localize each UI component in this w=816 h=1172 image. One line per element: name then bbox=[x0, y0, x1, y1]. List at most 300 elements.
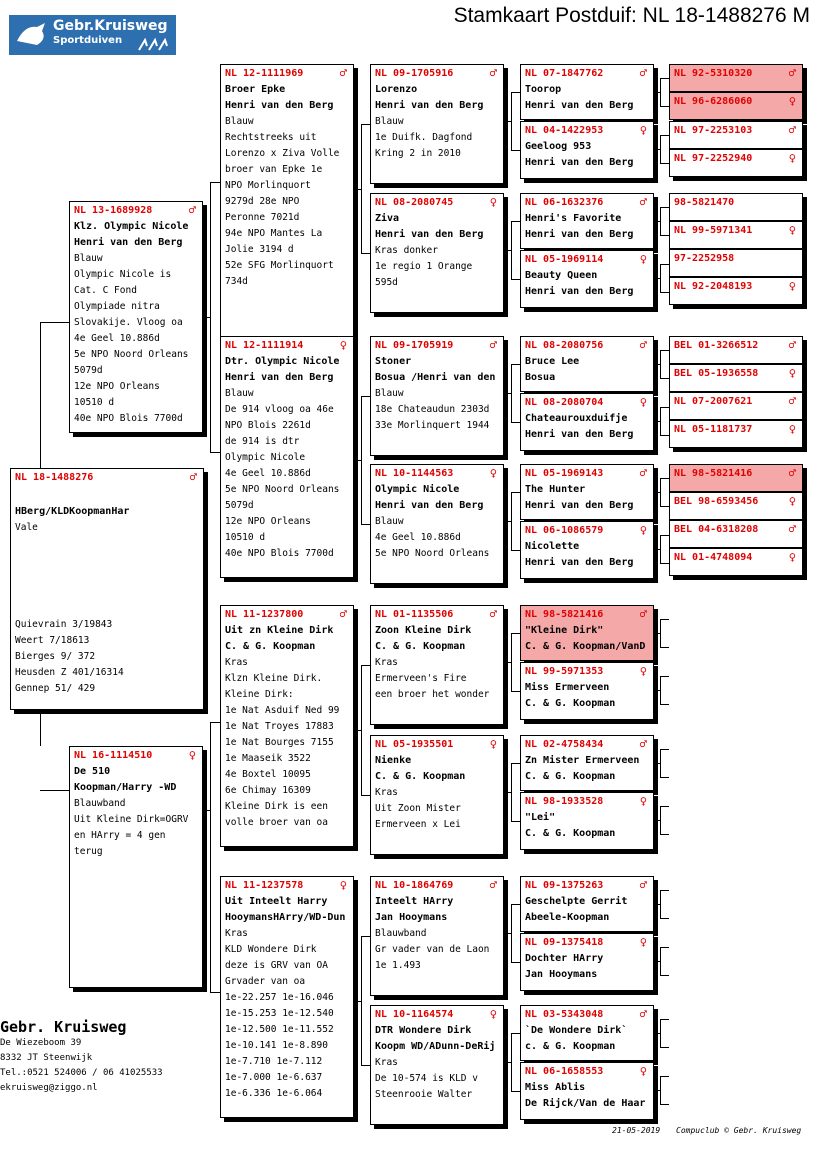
pigeon-card-gg32[interactable] bbox=[669, 548, 803, 576]
pigeon-info-line: Rechtstreeks uit bbox=[225, 132, 317, 143]
pigeon-name: Miss Ermerveen bbox=[525, 682, 610, 693]
pigeon-name: Lorenzo bbox=[375, 84, 418, 95]
pigeon-card-gg24[interactable] bbox=[669, 277, 803, 305]
pigeon-name: Zoon Kleine Dirk bbox=[375, 625, 472, 636]
ring-number: NL 98-5821416 bbox=[674, 468, 753, 479]
pigeon-name: Stoner bbox=[375, 356, 412, 367]
connector-line bbox=[511, 904, 512, 962]
pigeon-name: Broer Epke bbox=[225, 84, 286, 95]
ring-number: NL 06-1086579 bbox=[525, 525, 604, 536]
pigeon-card-gg20[interactable] bbox=[669, 149, 803, 177]
pigeon-info-line: Blauw bbox=[375, 388, 404, 399]
pigeon-info-line: en HArry = 4 gen bbox=[74, 830, 166, 841]
pigeon-card-gg31[interactable] bbox=[669, 520, 803, 548]
connector-line bbox=[660, 207, 669, 208]
pigeon-info-line: 1e-10.141 1e-8.890 bbox=[225, 1040, 328, 1051]
pigeon-card-gg25[interactable] bbox=[669, 336, 803, 364]
connector-line bbox=[654, 904, 660, 905]
pigeon-owner: Henri van den Berg bbox=[375, 500, 484, 511]
connector-line bbox=[511, 962, 520, 963]
owner-name: Gebr. Kruisweg bbox=[0, 1018, 127, 1036]
pigeon-owner: Koopm WD/ADunn-DeRij bbox=[375, 1041, 496, 1052]
connector-line bbox=[511, 1091, 520, 1092]
ring-number: NL 01-4748094 bbox=[674, 552, 753, 563]
pigeon-owner: Henri van den Berg bbox=[225, 100, 334, 111]
pigeon-info-line: Blauw bbox=[375, 116, 404, 127]
ring-number: NL 08-2080756 bbox=[525, 340, 604, 351]
connector-line bbox=[660, 292, 669, 293]
connector-line bbox=[40, 322, 69, 323]
pigeon-name: Nienke bbox=[375, 755, 412, 766]
pigeon-card-mmf[interactable] bbox=[370, 876, 504, 996]
pigeon-info-line: Lorenzo x Ziva Volle bbox=[225, 148, 340, 159]
connector-line bbox=[354, 460, 361, 461]
pigeon-info-line: Kras bbox=[225, 657, 248, 668]
pigeon-owner: Henri van den Berg bbox=[375, 229, 484, 240]
pigeon-info-line: Blauwband bbox=[375, 928, 427, 939]
pigeon-info-line: 1e Nat Asduif Ned 99 bbox=[225, 705, 340, 716]
connector-line bbox=[654, 92, 660, 93]
pigeon-info-line: 734d bbox=[225, 276, 248, 287]
pigeon-name: "Kleine Dirk" bbox=[525, 625, 604, 636]
pigeon-card-gg21[interactable] bbox=[669, 193, 803, 221]
connector-line bbox=[654, 221, 660, 222]
pigeon-icon bbox=[11, 15, 51, 55]
connector-line bbox=[654, 364, 660, 365]
pigeon-info-line: terug bbox=[74, 846, 103, 857]
ring-number: NL 18-1488276 bbox=[15, 472, 94, 483]
male-icon: ♂ bbox=[339, 607, 347, 621]
male-icon: ♂ bbox=[639, 607, 647, 621]
connector-line bbox=[660, 1076, 669, 1077]
pigeon-info-line: 10510 d bbox=[225, 532, 266, 543]
connector-line bbox=[511, 492, 520, 493]
connector-line bbox=[660, 407, 661, 435]
pigeon-info-line: 4e Geel 10.886d bbox=[375, 532, 461, 543]
connector-line bbox=[660, 78, 661, 106]
pigeon-owner: Henri van den Berg bbox=[225, 372, 334, 383]
connector-line bbox=[654, 549, 660, 550]
pigeon-card-g12[interactable] bbox=[520, 792, 654, 850]
pigeon-owner: HooymansHArry/WD-Dun bbox=[225, 912, 346, 923]
connector-line bbox=[511, 633, 512, 691]
connector-line bbox=[660, 704, 669, 705]
ring-number: NL 92-5310320 bbox=[674, 68, 753, 79]
pigeon-name: "Lei" bbox=[525, 812, 556, 823]
pigeon-name: Uit Inteelt Harry bbox=[225, 896, 328, 907]
connector-line bbox=[511, 763, 520, 764]
pigeon-info-line: 33e Morlinquert 1944 bbox=[375, 420, 490, 431]
connector-line bbox=[40, 710, 41, 746]
pigeon-card-gg18[interactable] bbox=[669, 92, 803, 120]
ring-number: NL 99-5971341 bbox=[674, 225, 753, 236]
pigeon-info-line: 1e-22.257 1e-16.046 bbox=[225, 992, 334, 1003]
connector-line bbox=[660, 1047, 669, 1048]
pigeon-info-line: 1e-7.000 1e-6.637 bbox=[225, 1072, 323, 1083]
pigeon-info-line: Olympic Nicole is bbox=[74, 269, 172, 280]
female-icon: ♀ bbox=[788, 422, 796, 436]
pigeon-info-line: broer van Epke 1e bbox=[225, 164, 323, 175]
connector-line bbox=[660, 407, 669, 408]
pigeon-owner: Jan Hooymans bbox=[525, 969, 598, 980]
pigeon-card-g7[interactable] bbox=[520, 464, 654, 520]
pigeon-card-gg30[interactable] bbox=[669, 492, 803, 520]
pigeon-info-line: 4e Geel 10.886d bbox=[74, 333, 160, 344]
connector-line bbox=[660, 619, 661, 647]
connector-line bbox=[511, 364, 512, 422]
pigeon-info-line: Gr vader van de Laon bbox=[375, 944, 490, 955]
connector-line bbox=[361, 795, 370, 796]
pigeon-card-subject[interactable] bbox=[10, 468, 204, 710]
pigeon-info-line: de 914 is dtr bbox=[225, 436, 300, 447]
pigeon-card-mfm[interactable] bbox=[370, 735, 504, 855]
connector-line bbox=[654, 1033, 660, 1034]
connector-line bbox=[660, 918, 669, 919]
connector-line bbox=[504, 250, 511, 251]
pigeon-info-line: Peronne 7021d bbox=[225, 212, 300, 223]
pigeon-name: The Hunter bbox=[525, 484, 586, 495]
connector-line bbox=[354, 1001, 361, 1002]
pigeon-card-f[interactable] bbox=[69, 201, 203, 433]
connector-line bbox=[660, 975, 669, 976]
connector-line bbox=[654, 1090, 660, 1091]
connector-line bbox=[660, 264, 661, 292]
male-icon: ♂ bbox=[788, 66, 796, 80]
connector-line bbox=[511, 633, 520, 634]
pigeon-info-line: Kring 2 in 2010 bbox=[375, 148, 461, 159]
connector-line bbox=[361, 936, 362, 1065]
pigeon-name: `De Wondere Dirk` bbox=[525, 1025, 628, 1036]
pigeon-card-g11[interactable] bbox=[520, 735, 654, 791]
ring-number: NL 05-1969114 bbox=[525, 254, 604, 265]
connector-line bbox=[504, 792, 511, 793]
connector-line bbox=[361, 396, 362, 524]
connector-line bbox=[660, 378, 669, 379]
connector-line bbox=[511, 92, 512, 150]
pigeon-info-line: Uit Zoon Mister bbox=[375, 803, 461, 814]
connector-line bbox=[210, 182, 211, 452]
ring-number: BEL 98-6593456 bbox=[674, 496, 759, 507]
ring-number: 98-5821470 bbox=[674, 197, 735, 208]
pigeon-info-line: 6e Chimay 16309 bbox=[225, 785, 311, 796]
pigeon-owner: Abeele-Koopman bbox=[525, 912, 610, 923]
pigeon-info-line: 1e-15.253 1e-12.540 bbox=[225, 1008, 334, 1019]
male-icon: ♂ bbox=[788, 338, 796, 352]
pigeon-name: Toorop bbox=[525, 84, 562, 95]
female-icon: ♀ bbox=[489, 466, 497, 480]
connector-line bbox=[361, 524, 370, 525]
connector-line bbox=[654, 421, 660, 422]
pigeon-info-line: 40e NPO Blois 7700d bbox=[74, 413, 183, 424]
connector-line bbox=[660, 435, 669, 436]
pigeon-info-line: 1e regio 1 Orange bbox=[375, 261, 473, 272]
connector-line bbox=[660, 647, 669, 648]
pigeon-info-line: 4e Geel 10.886d bbox=[225, 468, 311, 479]
pigeon-info-line: Ermerveen x Lei bbox=[375, 819, 461, 830]
pigeon-info-line: Cat. C Fond bbox=[74, 285, 137, 296]
connector-line bbox=[361, 396, 370, 397]
connector-line bbox=[660, 106, 669, 107]
female-icon: ♀ bbox=[339, 878, 347, 892]
pigeon-info-line: 1e-6.336 1e-6.064 bbox=[225, 1088, 323, 1099]
pigeon-card-g4[interactable] bbox=[520, 250, 654, 308]
ring-number: NL 08-2080745 bbox=[375, 197, 454, 208]
connector-line bbox=[361, 665, 370, 666]
connector-line bbox=[511, 221, 512, 279]
male-icon: ♂ bbox=[639, 1007, 647, 1021]
pigeon-owner: Henri van den Berg bbox=[525, 286, 634, 297]
ring-number: NL 97-2252940 bbox=[674, 153, 753, 164]
pigeon-owner: Henri van den Berg bbox=[375, 100, 484, 111]
connector-line bbox=[654, 492, 660, 493]
pigeon-name: HBerg/KLDKoopmanHar bbox=[15, 506, 130, 517]
connector-line bbox=[203, 810, 210, 811]
pigeon-info-line: 1e Nat Troyes 17883 bbox=[225, 721, 334, 732]
pigeon-info-line: Ermerveen's Fire bbox=[375, 673, 467, 684]
pigeon-card-gg22[interactable] bbox=[669, 221, 803, 249]
connector-line bbox=[203, 317, 210, 318]
owner-block bbox=[0, 1018, 163, 1096]
pigeon-card-mm[interactable] bbox=[220, 876, 354, 1118]
connector-line bbox=[40, 790, 69, 791]
connector-line bbox=[660, 947, 661, 975]
pigeon-card-fm[interactable] bbox=[220, 336, 354, 578]
logo-title: Gebr.Kruisweg bbox=[53, 18, 168, 34]
connector-line bbox=[660, 478, 661, 506]
logo-subtitle: Sportduiven bbox=[53, 35, 123, 46]
pigeon-info-line: NPO Blois 2261d bbox=[225, 420, 311, 431]
male-icon: ♂ bbox=[788, 394, 796, 408]
pigeon-card-g1[interactable] bbox=[520, 64, 654, 120]
connector-line bbox=[511, 904, 520, 905]
pigeon-name: Bruce Lee bbox=[525, 356, 580, 367]
pigeon-owner: Henri van den Berg bbox=[525, 429, 634, 440]
male-icon: ♂ bbox=[788, 123, 796, 137]
pigeon-card-g3[interactable] bbox=[520, 193, 654, 249]
connector-line bbox=[654, 763, 660, 764]
pigeon-info-line: 1e-12.500 1e-11.552 bbox=[225, 1024, 334, 1035]
connector-line bbox=[660, 135, 669, 136]
pigeon-info-line: 12e NPO Orleans bbox=[74, 381, 160, 392]
ring-number: NL 08-2080704 bbox=[525, 397, 604, 408]
female-icon: ♀ bbox=[489, 1007, 497, 1021]
connector-line bbox=[361, 936, 370, 937]
connector-line bbox=[511, 550, 520, 551]
connector-line bbox=[511, 422, 520, 423]
pigeon-owner: Jan Hooymans bbox=[375, 912, 448, 923]
connector-line bbox=[654, 690, 660, 691]
male-icon: ♂ bbox=[788, 466, 796, 480]
ring-number: NL 11-1237578 bbox=[225, 880, 304, 891]
connector-line bbox=[660, 777, 669, 778]
ring-number: NL 16-1114510 bbox=[74, 750, 153, 761]
connector-line bbox=[511, 763, 512, 821]
ring-number: NL 02-4758434 bbox=[525, 739, 604, 750]
connector-line bbox=[654, 149, 660, 150]
pigeon-card-mff[interactable] bbox=[370, 605, 504, 725]
male-icon: ♂ bbox=[339, 66, 347, 80]
connector-line bbox=[504, 662, 511, 663]
ring-number: BEL 05-1936558 bbox=[674, 368, 759, 379]
ring-number: NL 05-1969143 bbox=[525, 468, 604, 479]
female-icon: ♀ bbox=[788, 279, 796, 293]
pigeon-info-line: Blauw bbox=[74, 253, 103, 264]
pigeon-info-line: 1e Nat Bourges 7155 bbox=[225, 737, 334, 748]
pigeon-card-mf[interactable] bbox=[220, 605, 354, 847]
pigeon-owner: Bosua bbox=[525, 372, 556, 383]
ring-number: NL 05-1181737 bbox=[674, 424, 753, 435]
pigeon-owner: c. & G. Koopman bbox=[525, 1041, 616, 1052]
pigeon-card-g5[interactable] bbox=[520, 336, 654, 392]
pigeon-card-g16[interactable] bbox=[520, 1062, 654, 1120]
female-icon: ♀ bbox=[639, 935, 647, 949]
connector-line bbox=[511, 92, 520, 93]
pigeon-info-line: 52e SFG Morlinquort bbox=[225, 260, 334, 271]
connector-line bbox=[354, 730, 361, 731]
pigeon-card-m[interactable] bbox=[69, 746, 203, 988]
pigeon-card-g2[interactable] bbox=[520, 121, 654, 179]
pigeon-info-line: Jolie 3194 d bbox=[225, 244, 294, 255]
pigeon-card-g6[interactable] bbox=[520, 393, 654, 451]
pigeon-info-line: Grvader van oa bbox=[225, 976, 306, 987]
pigeon-owner: C. & G. Koopman bbox=[375, 771, 466, 782]
female-icon: ♀ bbox=[788, 550, 796, 564]
connector-line bbox=[660, 749, 661, 777]
ring-number: NL 10-1164574 bbox=[375, 1009, 454, 1020]
pigeon-card-gg23[interactable] bbox=[669, 249, 803, 277]
pigeon-info-line: 18e Chateaudun 2303d bbox=[375, 404, 490, 415]
connector-line bbox=[660, 350, 661, 378]
ring-number: NL 11-1237800 bbox=[225, 609, 304, 620]
female-icon: ♀ bbox=[639, 395, 647, 409]
pigeon-owner: Bosua /Henri van den bbox=[375, 372, 496, 383]
female-icon: ♀ bbox=[788, 494, 796, 508]
pigeon-info-line: Kras bbox=[375, 657, 398, 668]
race-result: Bierges 9/ 372 bbox=[15, 651, 96, 662]
pigeon-card-fmf[interactable] bbox=[370, 336, 504, 456]
pigeon-info-line: Kras bbox=[225, 928, 248, 939]
pigeon-owner: Henri van den Berg bbox=[74, 237, 183, 248]
pigeon-card-g14[interactable] bbox=[520, 933, 654, 991]
pigeon-name: Ziva bbox=[375, 213, 400, 224]
ring-number: NL 04-1422953 bbox=[525, 125, 604, 136]
pigeon-owner: Henri van den Berg bbox=[525, 157, 634, 168]
pigeon-card-gg28[interactable] bbox=[669, 420, 803, 448]
pigeon-card-g9[interactable] bbox=[520, 605, 654, 661]
pigeon-card-g8[interactable] bbox=[520, 521, 654, 579]
pigeon-card-fff[interactable] bbox=[370, 64, 504, 184]
male-icon: ♂ bbox=[489, 878, 497, 892]
pigeon-card-g13[interactable] bbox=[520, 876, 654, 932]
pigeon-info-line: 10510 d bbox=[74, 397, 115, 408]
pigeon-card-g10[interactable] bbox=[520, 662, 654, 720]
female-icon: ♀ bbox=[639, 252, 647, 266]
connector-line bbox=[511, 279, 520, 280]
pigeon-card-gg17[interactable] bbox=[669, 64, 803, 92]
pigeon-info-line: deze is GRV van OA bbox=[225, 960, 328, 971]
connector-line bbox=[654, 633, 660, 634]
connector-line bbox=[511, 1033, 512, 1091]
connector-line bbox=[660, 78, 669, 79]
pigeon-info-line: Kras bbox=[375, 1057, 398, 1068]
pigeon-card-ffm[interactable] bbox=[370, 193, 504, 313]
female-icon: ♀ bbox=[339, 338, 347, 352]
connector-line bbox=[210, 722, 220, 723]
connector-line bbox=[660, 563, 669, 564]
pigeon-name: Olympic Nicole bbox=[375, 484, 460, 495]
pigeon-card-mmm[interactable] bbox=[370, 1005, 504, 1125]
ring-number: NL 03-5343048 bbox=[525, 1009, 604, 1020]
ring-number: BEL 04-6318208 bbox=[674, 524, 759, 535]
connector-line bbox=[210, 992, 220, 993]
male-icon: ♂ bbox=[189, 470, 197, 484]
pigeon-info-line: Blauw bbox=[375, 516, 404, 527]
connector-line bbox=[654, 820, 660, 821]
female-icon: ♀ bbox=[788, 94, 796, 108]
pigeon-name: Geeloog 953 bbox=[525, 141, 592, 152]
pigeon-info-line: Klzn Kleine Dirk. bbox=[225, 673, 323, 684]
pigeon-name: DTR Wondere Dirk bbox=[375, 1025, 472, 1036]
connector-line bbox=[660, 947, 669, 948]
connector-line bbox=[361, 124, 370, 125]
owner-address: De Wiezeboom 39 bbox=[0, 1038, 82, 1048]
pigeon-name: Uit zn Kleine Dirk bbox=[225, 625, 334, 636]
copyright: Compuclub © Gebr. Kruisweg bbox=[676, 1126, 802, 1135]
connector-line bbox=[210, 452, 220, 453]
pigeon-owner: Henri van den Berg bbox=[525, 500, 634, 511]
ring-number: NL 92-2048193 bbox=[674, 281, 753, 292]
connector-line bbox=[40, 322, 41, 468]
pigeon-card-gg26[interactable] bbox=[669, 364, 803, 392]
connector-line bbox=[511, 221, 520, 222]
connector-line bbox=[660, 619, 669, 620]
connector-line bbox=[504, 393, 511, 394]
male-icon: ♂ bbox=[489, 607, 497, 621]
pigeon-name: Inteelt HArry bbox=[375, 896, 454, 907]
pigeons-flying-icon bbox=[137, 38, 173, 52]
pigeon-info-line: Vale bbox=[15, 522, 38, 533]
pigeon-name: Beauty Queen bbox=[525, 270, 598, 281]
pigeon-info-line: 94e NPO Mantes La bbox=[225, 228, 323, 239]
connector-line bbox=[210, 722, 211, 992]
ring-number: NL 98-5821416 bbox=[525, 609, 604, 620]
pigeon-info-line: Olympiade nitra bbox=[74, 301, 160, 312]
connector-line bbox=[504, 1062, 511, 1063]
pigeon-name: Henri's Favorite bbox=[525, 213, 622, 224]
connector-line bbox=[660, 806, 661, 834]
pigeon-info-line: 9279d 28e NPO bbox=[225, 196, 300, 207]
ring-number: NL 97-2253103 bbox=[674, 125, 753, 136]
ring-number: NL 09-1375418 bbox=[525, 937, 604, 948]
connector-line bbox=[660, 676, 669, 677]
pigeon-info-line: een broer het wonder bbox=[375, 689, 490, 700]
connector-line bbox=[654, 278, 660, 279]
connector-line bbox=[660, 535, 669, 536]
pigeon-card-gg29[interactable] bbox=[669, 464, 803, 492]
ring-number: NL 05-1935501 bbox=[375, 739, 454, 750]
connector-line bbox=[210, 182, 220, 183]
connector-line bbox=[511, 821, 520, 822]
ring-number: NL 07-1847762 bbox=[525, 68, 604, 79]
connector-line bbox=[660, 749, 669, 750]
owner-phone: Tel.:0521 524006 / 06 41025533 bbox=[0, 1068, 163, 1078]
pigeon-card-gg19[interactable] bbox=[669, 121, 803, 149]
pigeon-card-g15[interactable] bbox=[520, 1005, 654, 1061]
pigeon-card-fmm[interactable] bbox=[370, 464, 504, 584]
pigeon-card-gg27[interactable] bbox=[669, 392, 803, 420]
pigeon-info-line: De 10-574 is KLD v bbox=[375, 1073, 478, 1084]
connector-line bbox=[654, 961, 660, 962]
